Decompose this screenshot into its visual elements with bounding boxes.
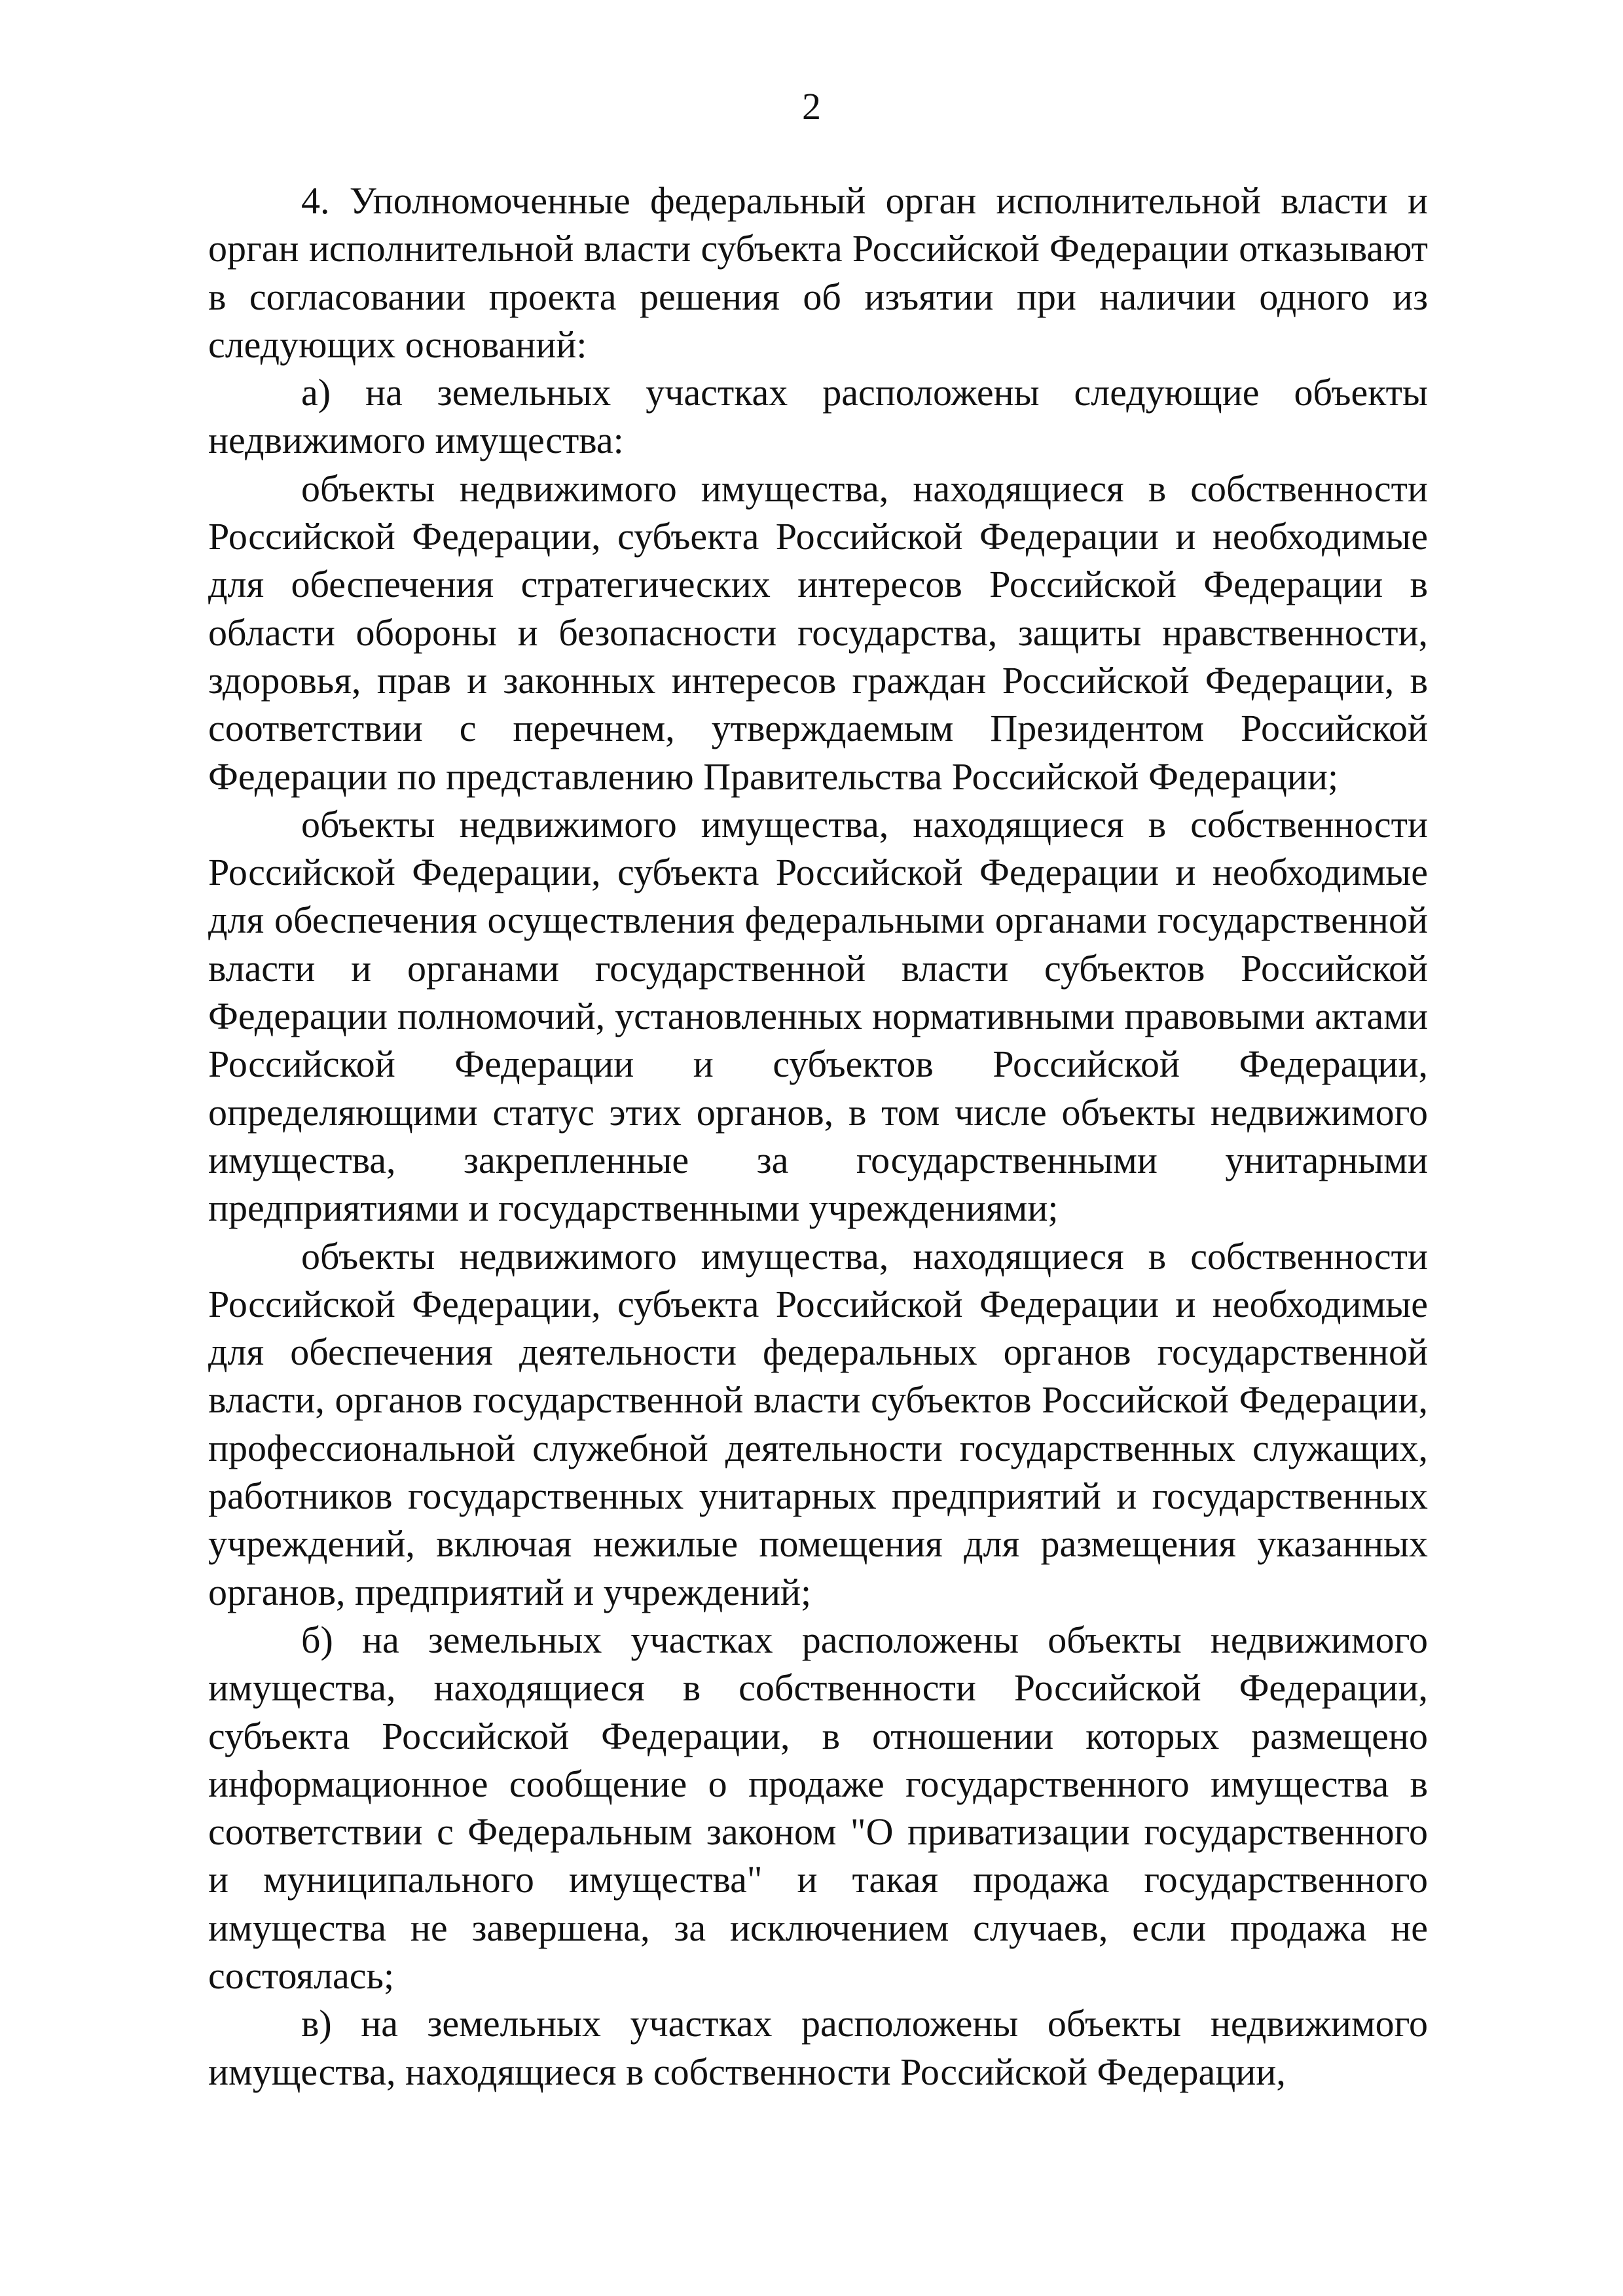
paragraph-subclause-v: в) на земельных участках расположены объекты недвижимого имущества, находящиеся в собственности Российской Федерации,	[208, 2002, 1428, 2093]
paragraph-subclause-a: а) на земельных участках расположены следующие объекты недвижимого имущества:	[208, 371, 1428, 462]
paragraph-strategic-objects: объекты недвижимого имущества, находящиеся в собственности Российской Федерации, субъекта Российской Федерации и необходимые для обеспечения стратегических интересов Российской Федерации в области обороны и безопасности государства, защиты нравственности, здоровья, прав и законных интересов граждан Российской Федерации, в соответствии с перечнем, утверждаемым Президентом Российской Федерации по представлению Правительства Российской Федерации;	[208, 467, 1428, 798]
paragraph-clause-4: 4. Уполномоченные федеральный орган исполнительной власти и орган исполнительной власти субъекта Российской Федерации отказывают в согласовании проекта решения об изъятии при наличии одного из следующих оснований:	[208, 179, 1428, 366]
page-number: 2	[802, 85, 821, 128]
paragraph-subclause-b: б) на земельных участках расположены объекты недвижимого имущества, находящиеся в собственности Российской Федерации, субъекта Российской Федерации, в отношении которых размещено информационное сообщение о продаже государственного имущества в соответствии с Федеральным законом "О приватизации государственного и муниципального имущества" и такая продажа государственного имущества не завершена, за исключением случаев, если продажа не состоялась;	[208, 1618, 1428, 1997]
document-body	[208, 177, 1428, 2096]
paragraph-authority-objects: объекты недвижимого имущества, находящиеся в собственности Российской Федерации, субъекта Российской Федерации и необходимые для обеспечения осуществления федеральными органами государственной власти и органами государственной власти субъектов Российской Федерации полномочий, установленных нормативными правовыми актами Российской Федерации и субъектов Российской Федерации, определяющими статус этих органов, в том числе объекты недвижимого имущества, закрепленные за государственными унитарными предприятиями и государственными учреждениями;	[208, 802, 1428, 1230]
paragraph-activity-objects: объекты недвижимого имущества, находящиеся в собственности Российской Федерации, субъекта Российской Федерации и необходимые для обеспечения деятельности федеральных органов государственной власти, органов государственной власти субъектов Российской Федерации, профессиональной служебной деятельности государственных служащих, работников государственных унитарных предприятий и государственных учреждений, включая нежилые помещения для размещения указанных органов, предприятий и учреждений;	[208, 1234, 1428, 1613]
